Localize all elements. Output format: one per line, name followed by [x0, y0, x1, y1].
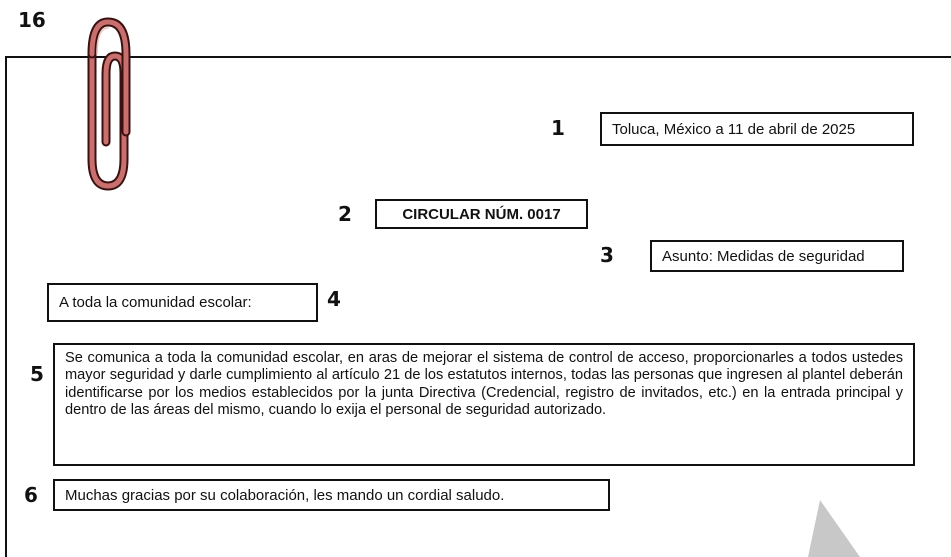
- body-paragraph-box: Se comunica a toda la comunidad escolar, en aras de mejorar el sistema de control de acceso, proporcionarles a todos ustedes mayor seguridad y darle cumplimiento al artículo 21 de los estatutos internos, todas las personas que ingresen al plantel deberán identificarse por los medios establecidos por la junta Directiva (Credencial, registro de invitados, etc.) en la entrada principal y dentro de las áreas del mismo, cuando lo exija el personal de seguridad autorizado.: [53, 343, 915, 466]
- marker-5: 5: [30, 362, 44, 386]
- circular-number-box: CIRCULAR NÚM. 0017: [375, 199, 588, 229]
- page-curl-corner: [800, 500, 951, 557]
- marker-3: 3: [600, 243, 614, 267]
- paperclip-icon: [60, 14, 150, 194]
- page-number: 16: [18, 8, 46, 32]
- closing-box: Muchas gracias por su colaboración, les mando un cordial saludo.: [53, 479, 610, 511]
- marker-6: 6: [24, 483, 38, 507]
- marker-1: 1: [551, 116, 565, 140]
- marker-2: 2: [338, 202, 352, 226]
- addressee-box: A toda la comunidad escolar:: [47, 283, 318, 322]
- marker-4: 4: [327, 287, 341, 311]
- subject-box: Asunto: Medidas de seguridad: [650, 240, 904, 272]
- date-place-box: Toluca, México a 11 de abril de 2025: [600, 112, 914, 146]
